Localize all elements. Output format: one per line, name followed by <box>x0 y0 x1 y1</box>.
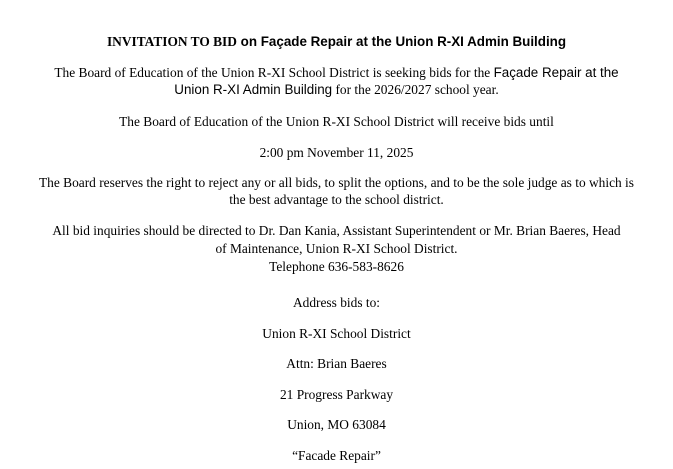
title-project: on Façade Repair at the Union R-XI Admin Building <box>236 34 567 49</box>
intro-project-2: Union R-XI Admin Building <box>174 82 333 97</box>
inquiries-line-2: of Maintenance, Union R-XI School District. <box>215 241 458 256</box>
envelope-marking: “Facade Repair” <box>292 448 381 463</box>
intro-project-1: Façade Repair at the <box>493 65 619 80</box>
inquiries-line-1: All bid inquiries should be directed to Dr. Dan Kania, Assistant Superintendent or Mr. Brian Baeres, Head <box>52 223 621 238</box>
reserves-line-2: the best advantage to the school district. <box>229 192 444 207</box>
title-prefix: INVITATION TO BID <box>106 34 237 49</box>
address-label: Address bids to: <box>292 295 381 310</box>
address-street: 21 Progress Parkway <box>279 387 394 402</box>
intro-line-2 <box>0 81 673 98</box>
address-org: Union R-XI School District <box>262 326 411 341</box>
telephone-text: Telephone 636-583-8626 <box>269 259 404 274</box>
page-title <box>0 33 673 50</box>
receive-text: The Board of Education of the Union R-XI School District will receive bids until <box>119 114 554 129</box>
intro-line-1 <box>0 64 673 81</box>
address-attn: Attn: Brian Baeres <box>286 356 387 371</box>
address-city: Union, MO 63084 <box>287 417 386 432</box>
intro-text-2: for the 2026/2027 school year. <box>332 82 499 97</box>
intro-text-1: The Board of Education of the Union R-XI School District is seeking bids for the <box>54 65 494 80</box>
reserves-line-1: The Board reserves the right to reject any or all bids, to split the options, and to be the sole judge as to which is <box>38 175 634 190</box>
deadline-text: 2:00 pm November 11, 2025 <box>259 145 414 160</box>
